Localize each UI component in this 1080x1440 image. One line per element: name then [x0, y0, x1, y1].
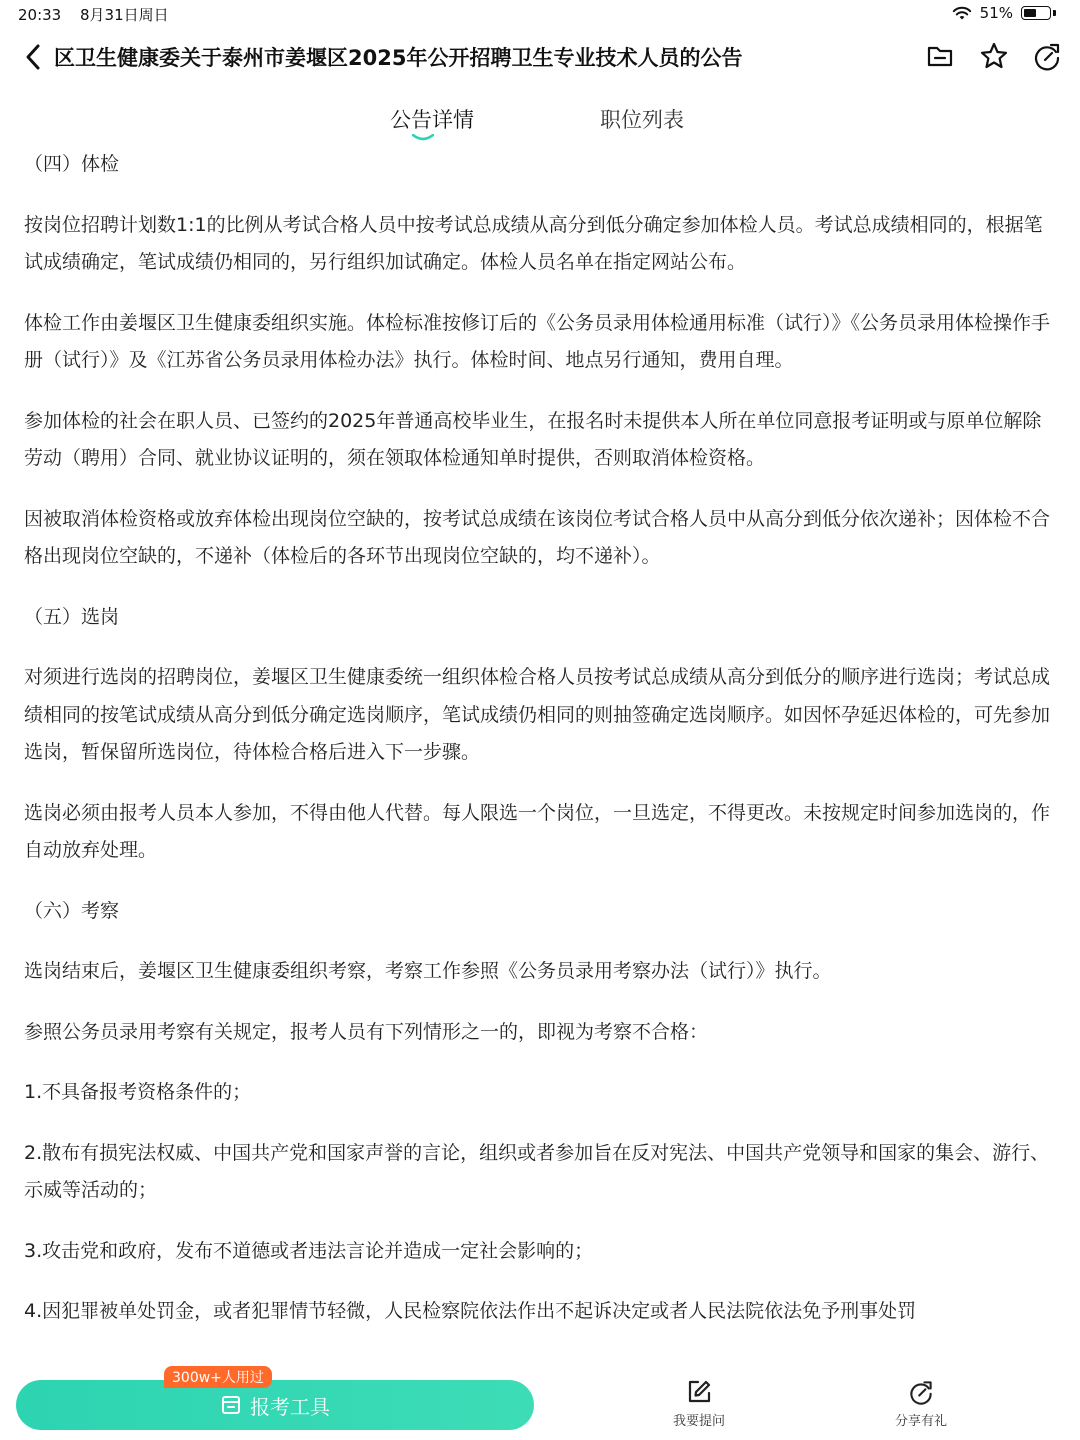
paragraph: 对须进行选岗的招聘岗位，姜堰区卫生健康委统一组织体检合格人员按考试总成绩从高分到低分的顺序进行选岗；考试总成绩相同的按笔试成绩从高分到低分确定选岗顺序，笔试成绩仍相同的则抽签确定选岗顺序。如因怀孕延迟体检的，可先参加选岗，暂保留所选岗位，待体检合格后进入下一步骤。: [24, 666, 1051, 763]
status-bar: [0, 0, 1080, 28]
list-item: 4.因犯罪被单处罚金，或者犯罪情节轻微，人民检察院依法作出不起诉决定或者人民法院依法免予刑事处罚: [24, 1300, 917, 1322]
tab-position-list[interactable]: [600, 104, 684, 134]
chevron-left-icon: [20, 40, 50, 74]
favorite-button[interactable]: [978, 40, 1010, 72]
back-button[interactable]: [20, 40, 50, 74]
section-heading: （四）体检: [24, 153, 120, 175]
paragraph: 选岗结束后，姜堰区卫生健康委组织考察，考察工作参照《公务员录用考察办法（试行）》执行。: [24, 960, 832, 982]
exam-tools-label: 报考工具: [250, 1394, 330, 1419]
paragraph: 选岗必须由报考人员本人参加，不得由他人代替。每人限选一个岗位，一旦选定，不得更改。未按规定时间参加选岗的，作自动放弃处理。: [24, 801, 1051, 861]
paragraph: 按岗位招聘计划数1:1的比例从考试合格人员中按考试总成绩从高分到低分确定参加体检人员。考试总成绩相同的，根据笔试成绩确定，笔试成绩仍相同的，另行组织加试确定。体检人员名单在指定网站公布。: [24, 213, 1043, 273]
battery-percent: 51%: [979, 4, 1013, 22]
battery-level-fill: [1024, 9, 1036, 17]
bottom-action-bar: [0, 1372, 1080, 1440]
ask-question-label: 我要提问: [672, 1414, 725, 1429]
folder-button[interactable]: [924, 40, 956, 72]
battery-tip: [1053, 10, 1056, 16]
paragraph: 体检工作由姜堰区卫生健康委组织实施。体检标准按修订后的《公务员录用体检通用标准（试行）》《公务员录用体检操作手册（试行）》及《江苏省公务员录用体检办法》执行。体检时间、地点另行通知，费用自理。: [24, 311, 1051, 371]
share-icon: [907, 1378, 935, 1406]
list-item: 2.散布有损宪法权威、中国共产党和国家声誉的言论，组织或者参加旨在反对宪法、中国共产党领导和国家的集会、游行、示威等活动的；: [24, 1141, 1050, 1201]
paragraph: 参加体检的社会在职人员、已签约的2025年普通高校毕业生，在报名时未提供本人所在单位同意报考证明或与原单位解除劳动（聘用）合同、就业协议证明的，须在领取体检通知单时提供，否则取消体检资格。: [24, 409, 1042, 469]
page-title: 区卫生健康委关于泰州市姜堰区2025年公开招聘卫生专业技术人员的公告: [54, 46, 743, 70]
ask-question-button[interactable]: [649, 1378, 749, 1429]
edit-icon: [685, 1378, 713, 1406]
share-reward-label: 分享有礼: [894, 1414, 947, 1429]
battery-icon: [1021, 6, 1051, 20]
list-item: 1.不具备报考资格条件的；: [24, 1081, 252, 1103]
document-icon: [220, 1394, 242, 1416]
tab-active-indicator: [412, 134, 434, 142]
paragraph: 因被取消体检资格或放弃体检出现岗位空缺的，按考试总成绩在该岗位考试合格人员中从高分到低分依次递补；因体检不合格出现岗位空缺的，不递补（体检后的各环节出现岗位空缺的，均不递补）。: [24, 507, 1051, 567]
exam-tools-button[interactable]: [16, 1370, 534, 1430]
share-icon: [1031, 40, 1063, 72]
usage-badge: 300w+人用过: [164, 1366, 272, 1388]
section-heading: （五）选岗: [24, 605, 120, 628]
wifi-icon: [952, 6, 972, 21]
tab-announcement-details[interactable]: [390, 104, 474, 134]
star-icon: [978, 40, 1010, 72]
tab-bar: [0, 98, 1080, 146]
share-button[interactable]: [1031, 40, 1063, 72]
app-header: [0, 28, 1080, 88]
tab-label: 公告详情: [390, 108, 474, 132]
folder-icon: [924, 40, 956, 72]
list-item: 3.攻击党和政府，发布不道德或者违法言论并造成一定社会影响的；: [24, 1239, 594, 1262]
paragraph: 参照公务员录用考察有关规定，报考人员有下列情形之一的，即视为考察不合格：: [24, 1020, 709, 1043]
tab-label: 职位列表: [600, 108, 684, 132]
section-heading: （六）考察: [24, 899, 120, 922]
article-content: [24, 146, 1060, 1374]
share-reward-button[interactable]: [871, 1378, 971, 1429]
status-date: 8月31日周日: [80, 6, 169, 24]
status-time: 20:33: [18, 6, 62, 24]
